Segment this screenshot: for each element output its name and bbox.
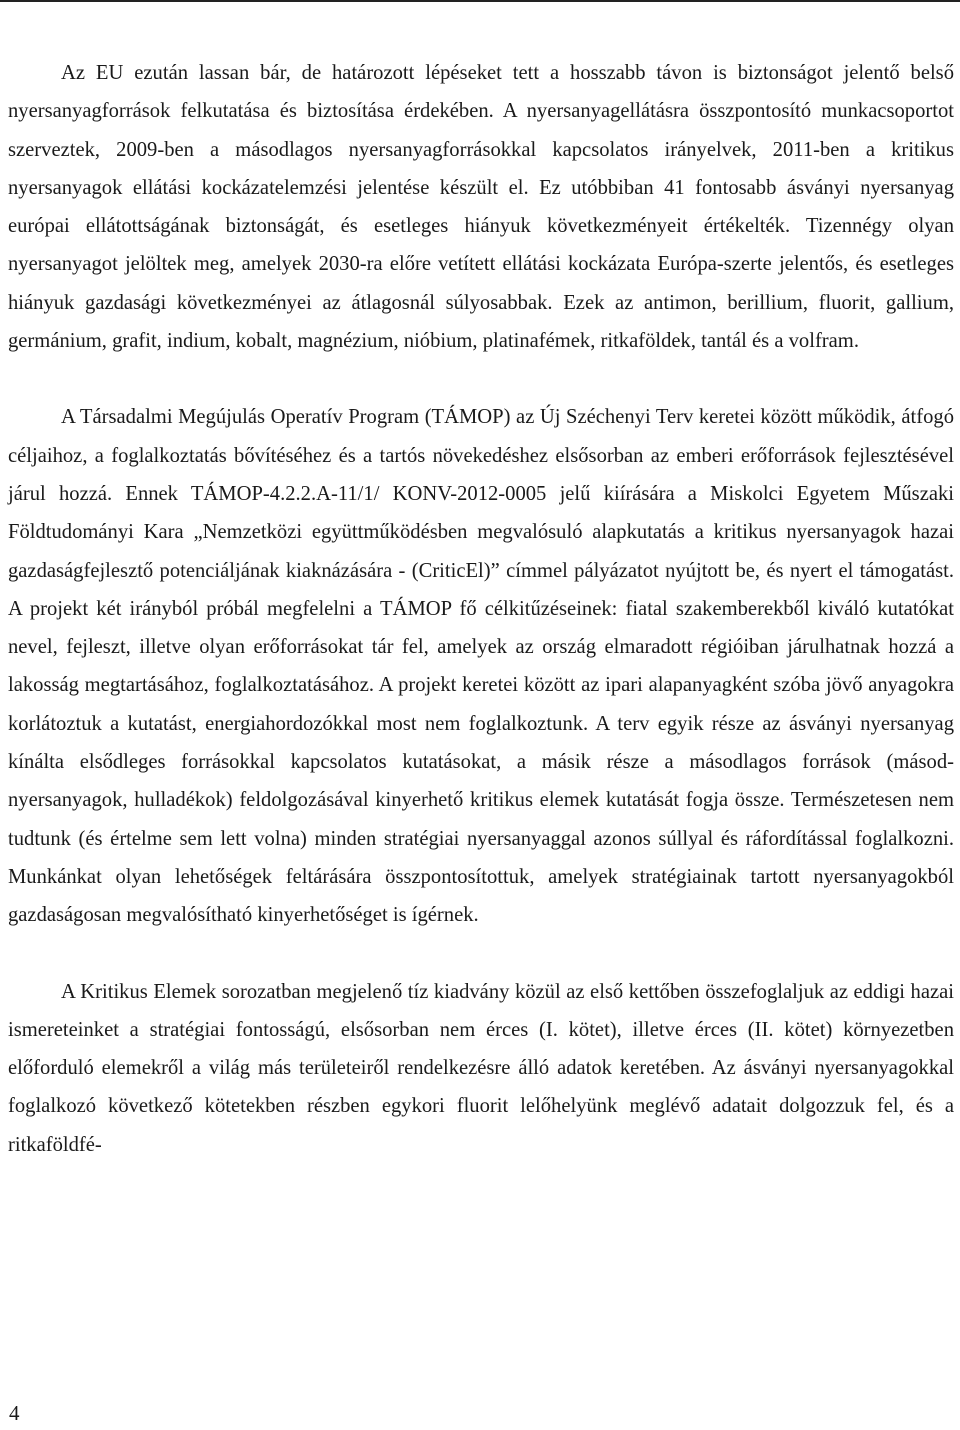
page-number: 4 <box>9 1401 20 1425</box>
header-rule <box>0 0 960 2</box>
paragraph-tamop-project: A Társadalmi Megújulás Operatív Program (TÁMOP) az Új Széchenyi Terv keretei között működik, átfogó céljaihoz, a foglalkoztatás bővítéséhez és a tartós növekedéshez elsősorban az emberi erőforrások fejlesztésével járul hozzá. Ennek TÁMOP-4.2.2.A-11/1/ KONV-2012-0005 jelű kiírására a Miskolci Egyetem Műszaki Földtudományi Kara „Nemzetközi együttműködésben megvalósuló alapkutatás a kritikus nyersanyagok hazai gazdaságfejlesztő potenciáljának kiaknázására - (CriticEl)” címmel pályázatot nyújtott be, és nyert el támogatást. A projekt két irányból próbál megfelelni a TÁMOP fő célkitűzéseinek: fiatal szakemberekből kiváló kutatókat nevel, fejleszt, illetve olyan erőforrásokat tár fel, amelyek az ország elmaradott régióiban járulhatnak hozzá a lakosság megtartásához, foglalkoztatásához. A projekt keretei között az ipari alapanyagként szóba jövő anyagokra korlátoztuk a kutatást, energiahordozókkal most nem foglalkoztunk. A terv egyik része az ásványi nyersanyag kínálta elsődleges forrásokkal kapcsolatos kutatásokat, a másik része a másodlagos források (másod-nyersanyagok, hulladékok) feldolgozásával kinyerhető kritikus elemek kutatását fogja össze. Természetesen nem tudtunk (és értelme sem lett volna) minden stratégiai nyersanyaggal azonos súllyal és ráfordítással foglalkozni. Munkánkat olyan lehetőségek feltárására összpontosítottuk, amelyek stratégiainak tartott nyersanyagokból gazdaságosan megvalósítható kinyerhetőséget is ígérnek. <box>8 406 954 927</box>
paragraph-eu-raw-materials: Az EU ezután lassan bár, de határozott lépéseket tett a hosszabb távon is biztonságot jelentő belső nyersanyagforrások felkutatása és biztosítása érdekében. A nyersanyagellátásra összpontosító munkacsoportot szerveztek, 2009-ben a másodlagos nyersanyagforrásokkal kapcsolatos irányelvek, 2011-ben a kritikus nyersanyagok ellátási kockázatelemzési jelentése készült el. Ez utóbbiban 41 fontosabb ásványi nyersanyag európai ellátottságának biztonságát, és esetleges hiányuk következményeit értékelték. Tizennégy olyan nyersanyagot jelöltek meg, amelyek 2030-ra előre vetített ellátási kockázata Európa-szerte jelentős, és esetleges hiányuk gazdasági következményei az átlagosnál súlyosabbak. Ezek az antimon, berillium, fluorit, gallium, germánium, grafit, indium, kobalt, magnézium, nióbium, platinafémek, ritkaföldek, tantál és a volfram. <box>8 62 954 353</box>
paragraph-critical-elements-series: A Kritikus Elemek sorozatban megjelenő tíz kiadvány közül az első kettőben összefoglaljuk az eddigi hazai ismereteinket a stratégiai fontosságú, elsősorban nem érces (I. kötet), illetve érces (II. kötet) környezetben előforduló elemekről a világ más területeiről rendelkezésre álló adatok keretében. Az ásványi nyersanyagokkal foglalkozó következő kötetekben részben egykori fluorit lelőhelyünk meglévő adatait dolgozzuk fel, és a ritkaföldfé- <box>8 980 954 1156</box>
page-body <box>8 54 954 1164</box>
